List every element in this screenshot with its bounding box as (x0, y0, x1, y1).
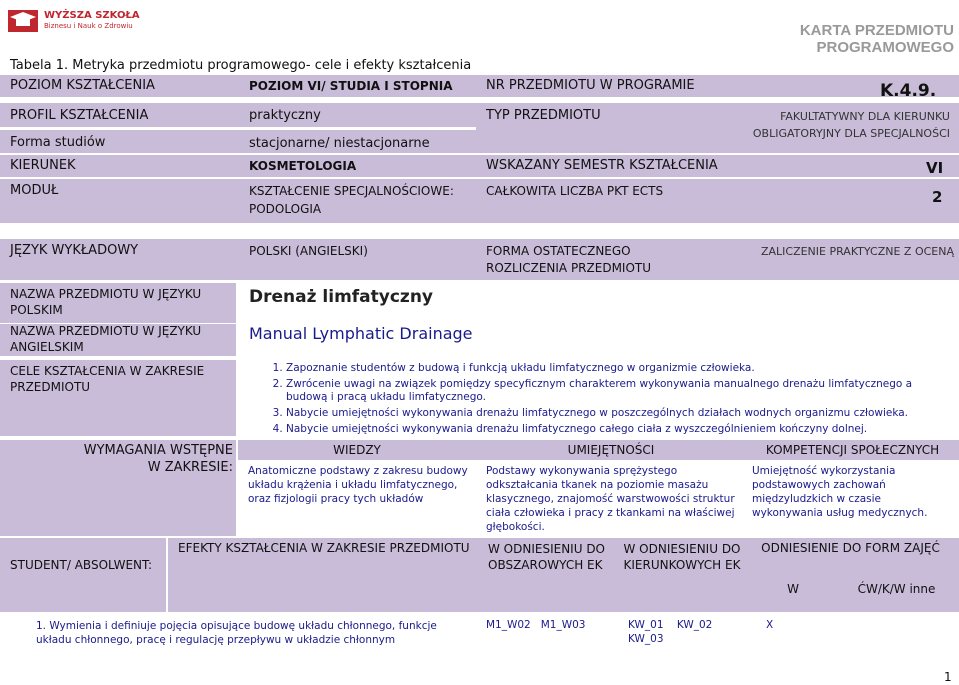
col-area-header: W ODNIESIENIU DO OBSZAROWYCH EK (488, 542, 605, 572)
subject-type-value-2: OBLIGATORYJNY DLA SPECJALNOŚCI (752, 127, 950, 140)
field-value: KOSMETOLOGIA (249, 159, 357, 173)
page-number: 1 (944, 670, 952, 684)
field-label: KIERUNEK (10, 158, 76, 173)
goal-item: 2. Zwrócenie uwagi na związek pomiędzy specyficznym charakterem wykonywania manualnego drenażu limfatycznego a budową i pracą układu limfatycznego. (286, 378, 928, 404)
row-profile-divider (0, 127, 476, 130)
goals-label-2: PRZEDMIOTU (10, 380, 91, 394)
col-skills-header: UMIEJĘTNOŚCI (567, 443, 655, 457)
subject-name-en: Manual Lymphatic Drainage (249, 324, 473, 343)
outcome-row-area: M1_W02 M1_W03 (486, 619, 586, 631)
row-field-bg (0, 155, 959, 177)
settlement-label-2: ROZLICZENIA PRZEDMIOTU (486, 261, 652, 275)
subject-type-label: TYP PRZEDMIOTU (486, 108, 601, 123)
table-caption: Tabela 1. Metryka przedmiotu programowego- cele i efekty kształcenia (10, 58, 472, 73)
col-field-header: W ODNIESIENIU DO KIERUNKOWYCH EK (623, 542, 741, 572)
subject-number-label: NR PRZEDMIOTU W PROGRAMIE (486, 78, 695, 93)
goal-item: 3. Nabycie umiejętności wykonywania drenażu limfatycznego w poszczególnych działach wodnych organizmu człowieka. (286, 407, 928, 420)
prereq-label-1: WYMAGANIA WSTĘPNE (83, 443, 233, 458)
form-w-header: W (787, 582, 799, 596)
prereq-skills: Podstawy wykonywania sprężystego odkształcania tkanek na poziomie masażu klasycznego, znajomość warstwowości struktur ciała człowieka i pracy z tkankami na właściwej głębokości. (486, 465, 735, 533)
col-effects-header: EFEKTY KSZTAŁCENIA W ZAKRESIE PRZEDMIOTU (178, 541, 470, 555)
semester-label: WSKAZANY SEMESTR KSZTAŁCENIA (486, 158, 718, 173)
student-label: STUDENT/ ABSOLWENT: (10, 558, 153, 572)
prereq-label-2: W ZAKRESIE: (147, 460, 233, 475)
name-pl-label-1: NAZWA PRZEDMIOTU W JĘZYKU (10, 287, 202, 301)
module-label: MODUŁ (10, 183, 59, 198)
goal-item: 1. Zapoznanie studentów z budową i funkcją układu limfatycznego w organizmie człowieka. (286, 362, 928, 375)
document-title: KARTA PRZEDMIOTU PROGRAMOWEGO (799, 22, 954, 56)
outcome-row-field-2: KW_03 (628, 633, 664, 645)
logo-line2: Biznesu i Nauk o Zdrowiu (44, 22, 133, 30)
subject-name-pl: Drenaż limfatyczny (249, 287, 434, 307)
col-social-header: KOMPETENCJI SPOŁECZNYCH (765, 443, 940, 457)
subject-number-value: K.4.9. (880, 81, 937, 101)
module-value-2: PODOLOGIA (249, 202, 322, 216)
name-en-label-2: ANGIELSKIM (10, 340, 84, 354)
row-module-bg (0, 179, 959, 223)
col-knowledge-header: WIEDZY (333, 443, 381, 457)
language-value: POLSKI (ANGIELSKI) (249, 244, 368, 258)
module-value-1: KSZTAŁCENIE SPECJALNOŚCIOWE: (249, 184, 454, 198)
settlement-value: ZALICZENIE PRAKTYCZNE Z OCENĄ (760, 245, 954, 258)
student-label-bg (0, 538, 166, 612)
language-label: JĘZYK WYKŁADOWY (10, 243, 139, 258)
col-form-header: ODNIESIENIE DO FORM ZAJĘĆ (761, 541, 940, 555)
level-label: POZIOM KSZTAŁCENIA (10, 78, 155, 93)
goals-label-1: CELE KSZTAŁCENIA W ZAKRESIE (10, 364, 205, 378)
goal-item: 4. Nabycie umiejętności wykonywania drenażu limfatycznego całego ciała z wyszczególnieniem kończyny dolnej. (286, 423, 928, 436)
outcome-row-field-1: KW_01 KW_02 (628, 619, 713, 631)
name-en-label-1: NAZWA PRZEDMIOTU W JĘZYKU (10, 324, 202, 338)
study-form-value: stacjonarne/ niestacjonarne (249, 136, 430, 151)
profile-label: PROFIL KSZTAŁCENIA (10, 108, 149, 123)
subject-type-value-1: FAKULTATYWNY DLA KIERUNKU (780, 110, 950, 123)
goals-list (268, 362, 928, 439)
prereq-knowledge: Anatomiczne podstawy z zakresu budowy układu krążenia i układu limfatycznego, oraz fizjologii pracy tych układów (248, 465, 468, 505)
outcome-row-w: X (766, 619, 774, 631)
profile-value: praktyczny (249, 108, 321, 123)
name-pl-label-2: POLSKIM (10, 303, 63, 317)
logo-line1: WYŻSZA SZKOŁA (44, 10, 140, 21)
ects-value: 2 (932, 188, 943, 206)
ects-label: CAŁKOWITA LICZBA PKT ECTS (486, 184, 664, 198)
logo (8, 4, 138, 36)
settlement-label-1: FORMA OSTATECZNEGO (486, 244, 631, 258)
level-value: POZIOM VI/ STUDIA I STOPNIA (249, 79, 453, 93)
prereq-social: Umiejętność wykorzystania podstawowych zachowań międzyludzkich w czasie wykonywania usług medycznych. (752, 465, 928, 519)
outcome-row-text: 1. Wymienia i definiuje pojęcia opisujące budowę układu chłonnego, funkcje układu chłonnego, pracę i regulację przepływu w układzie chłonnym (36, 620, 437, 646)
graduation-cap-icon (8, 4, 40, 34)
semester-value: VI (926, 159, 944, 177)
form-other-header: ĆW/K/W inne (857, 582, 936, 596)
study-form-label: Forma studiów (10, 135, 106, 150)
